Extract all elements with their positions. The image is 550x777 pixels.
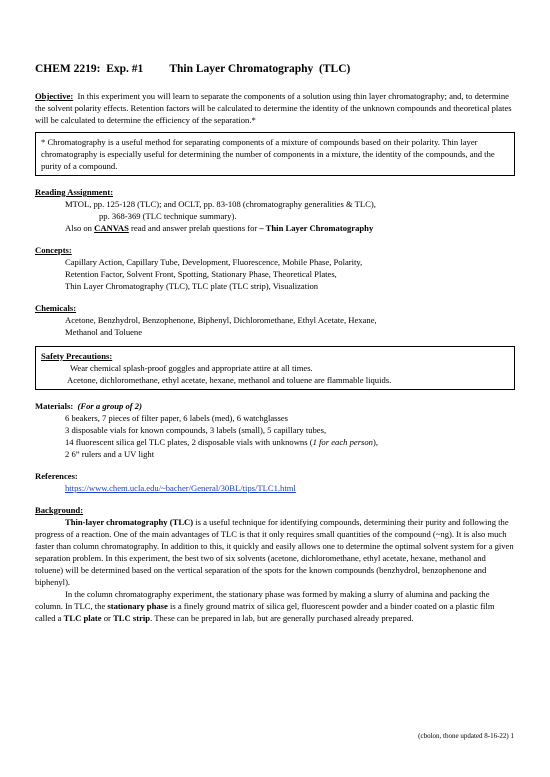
title-abbreviation: (TLC) bbox=[319, 63, 351, 75]
background-paragraph-1 bbox=[35, 516, 515, 588]
materials-group: (For a group of 2) bbox=[77, 401, 142, 411]
materials-line: 6 beakers, 7 pieces of filter paper, 6 labels (med), 6 watchglasses bbox=[65, 413, 289, 423]
chemicals-line: Methanol and Toluene bbox=[65, 327, 143, 337]
background-p2-part-e: . These can be prepared in lab, but are generally purchased already prepared. bbox=[150, 613, 414, 623]
materials-section bbox=[35, 400, 515, 460]
safety-line: Wear chemical splash-proof goggles and appropriate attire at all times. bbox=[70, 363, 313, 373]
objective-text: In this experiment you will learn to separate the components of a solution using thin layer chromatography; and, to determine the solvent polarity effects. Retention factors will be calculated to determine the identity of the unknown compounds and theoretical plates will be calculated to determine the efficiency of the separation.* bbox=[35, 91, 512, 125]
reading-line-3-prefix: Also on bbox=[65, 223, 95, 233]
chromatography-note-box bbox=[35, 132, 515, 176]
experiment-title: Thin Layer Chromatography bbox=[169, 63, 314, 75]
background-paragraph-2 bbox=[35, 588, 515, 624]
materials-line bbox=[35, 436, 515, 448]
reading-line-3 bbox=[35, 222, 515, 234]
materials-line: 2 6” rulers and a UV light bbox=[65, 449, 155, 459]
stationary-phase-term: stationary phase bbox=[107, 601, 168, 611]
background-p2-part-a: In the column chromatography experiment, the stationary phase was formed by making a slurry of alumina and packing the column. In TLC, the bbox=[35, 589, 490, 611]
safety-label: Safety Precautions: bbox=[41, 351, 113, 361]
references-label: References: bbox=[35, 471, 78, 481]
materials-line-3-italic: 1 for each person bbox=[312, 437, 373, 447]
background-p2-part-d: or bbox=[101, 613, 114, 623]
background-p2-part-c: is a finely ground matrix of silica gel, fluorescent powder and a binder coated on a plastic film called a bbox=[35, 601, 495, 623]
materials-heading bbox=[35, 400, 515, 412]
materials-line: 3 disposable vials for known compounds, 3 labels (small), 5 capillary tubes, bbox=[65, 425, 327, 435]
reading-label: Reading Assignment: bbox=[35, 187, 114, 197]
reading-section bbox=[35, 186, 515, 234]
canvas-link[interactable]: CANVAS bbox=[94, 223, 129, 233]
concepts-section bbox=[35, 244, 515, 292]
background-label: Background: bbox=[35, 505, 84, 515]
reference-link[interactable]: https://www.chem.ucla.edu/~bacher/General/30BL/tips/TLC1.html bbox=[65, 483, 296, 493]
experiment-number: Exp. #1 bbox=[106, 63, 144, 75]
chemicals-section bbox=[35, 302, 515, 338]
materials-label: Materials: bbox=[35, 401, 74, 411]
page-footer: (cbolon, tbone updated 8-16-22) 1 bbox=[418, 732, 514, 740]
safety-line: Acetone, dichloromethane, ethyl acetate, hexane, methanol and toluene are flammable liquids. bbox=[67, 375, 392, 385]
background-paragraph-1-text: is a useful technique for identifying compounds, determining their purity and following the progress of a reaction. One of the main advantages of TLC is that it only requires small quantities of the compound (~ng). It is also much faster than column chromatography. In addition to this, it quickly and easily allows one to determine the optimal solvent system for a given separation problem. In this experiment, the best two of six solvents (acetone, dichloromethane, ethyl acetate, hexane, methanol and toluene) will be determined based on the vertical separation of the spots for the known compounds (benzhydrol, benzophenone and biphenyl). bbox=[35, 517, 514, 587]
materials-line-3-prefix: 14 fluorescent silica gel TLC plates, 2 disposable vials with unknowns ( bbox=[65, 437, 313, 447]
tlc-term: Thin-layer chromatography (TLC) bbox=[65, 517, 194, 527]
concepts-line: Retention Factor, Solvent Front, Spotting, Stationary Phase, Theoretical Plates, bbox=[65, 269, 337, 279]
concepts-line: Capillary Action, Capillary Tube, Development, Fluorescence, Mobile Phase, Polarity, bbox=[65, 257, 363, 267]
document-page bbox=[35, 62, 515, 624]
reading-line-3-middle: read and answer prelab questions for bbox=[128, 223, 260, 233]
course-code: CHEM 2219: bbox=[35, 63, 101, 75]
materials-line-3-suffix: ), bbox=[372, 437, 378, 447]
tlc-plate-term: TLC plate bbox=[63, 613, 102, 623]
document-title bbox=[35, 62, 515, 76]
objective-label: Objective: bbox=[35, 91, 74, 101]
concepts-line: Thin Layer Chromatography (TLC), TLC plate (TLC strip), Visualization bbox=[65, 281, 319, 291]
concepts-label: Concepts: bbox=[35, 245, 72, 255]
tlc-strip-term: TLC strip bbox=[113, 613, 151, 623]
reading-line-2: pp. 368-369 (TLC technique summary). bbox=[99, 211, 237, 221]
prelab-topic: – Thin Layer Chromatography bbox=[259, 223, 374, 233]
references-section bbox=[35, 470, 515, 494]
background-section bbox=[35, 504, 515, 624]
objective-paragraph bbox=[35, 90, 515, 126]
reading-line-1: MTOL, pp. 125-128 (TLC); and OCLT, pp. 83-108 (chromatography generalities & TLC), bbox=[65, 199, 376, 209]
chemicals-label: Chemicals: bbox=[35, 303, 77, 313]
chemicals-line: Acetone, Benzhydrol, Benzophenone, Biphenyl, Dichloromethane, Ethyl Acetate, Hexane, bbox=[65, 315, 377, 325]
safety-box bbox=[35, 346, 515, 390]
chromatography-note: * Chromatography is a useful method for separating components of a mixture of compounds based on their polarity. Thin layer chromatography is especially useful for determining the number of components in a mixture, the identity of the compounds, and the purity of a compound. bbox=[41, 137, 495, 171]
